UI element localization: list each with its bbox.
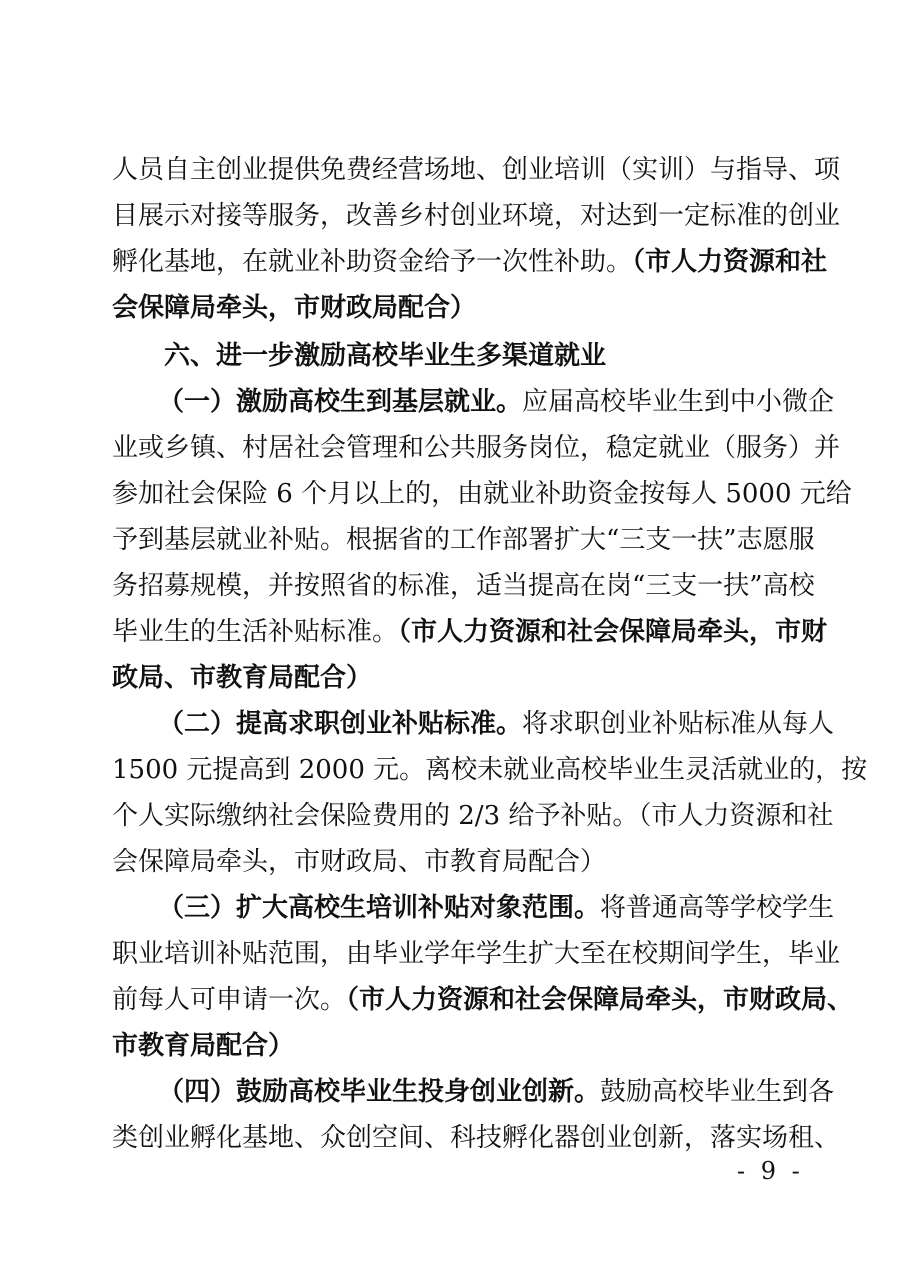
text-segment: 将求职创业补贴标准从每人 xyxy=(522,709,835,739)
text-segment: 孵化基地，在就业补助资金给予一次性补助。 xyxy=(112,247,633,277)
item-title: （一）激励高校生到基层就业。 xyxy=(158,387,523,417)
item-title: （二）提高求职创业补贴标准。 xyxy=(158,709,523,739)
item-title: （四）鼓励高校毕业生投身创业创新。 xyxy=(158,1077,601,1107)
paragraph-line xyxy=(158,888,835,928)
paragraph-line xyxy=(112,196,841,236)
text-segment: 会保障局牵头，市财政局、市教育局配合） xyxy=(112,847,607,877)
paragraph-line xyxy=(112,428,841,468)
paragraph-line xyxy=(112,242,828,282)
text-segment: 鼓励高校毕业生到各 xyxy=(600,1077,835,1107)
paragraph-line xyxy=(158,382,835,422)
paragraph-line xyxy=(112,796,834,836)
text-segment: 予到基层就业补贴。根据省的工作部署扩大“三支一扶”志愿服 xyxy=(112,525,815,555)
responsible-agency-text: （市人力资源和社会保障局牵头，市财 xyxy=(398,617,828,647)
paragraph-line xyxy=(112,750,868,790)
responsible-agency-text: 会保障局牵头，市财政局配合） xyxy=(112,293,477,323)
responsible-agency-text: （市人力资源和社 xyxy=(632,247,828,277)
text-segment: 职业培训补贴范围，由毕业学年学生扩大至在校期间学生，毕业 xyxy=(112,939,841,969)
paragraph-line xyxy=(158,704,835,744)
paragraph-line xyxy=(112,288,792,328)
text-segment: 前每人可申请一次。 xyxy=(112,985,347,1015)
paragraph-line xyxy=(158,1072,835,1112)
text-segment: 目展示对接等服务，改善乡村创业环境，对达到一定标准的创业 xyxy=(112,201,841,231)
text-segment: 业或乡镇、村居社会管理和公共服务岗位，稳定就业（服务）并 xyxy=(112,433,841,463)
paragraph-line xyxy=(112,658,792,698)
paragraph-line xyxy=(112,842,792,882)
section-heading: 六、进一步激励高校毕业生多渠道就业 xyxy=(164,341,607,371)
text-segment: 务招募规模，并按照省的标准，适当提高在岗“三支一扶”高校 xyxy=(112,571,815,601)
paragraph-line xyxy=(112,150,841,190)
text-segment: 类创业孵化基地、众创空间、科技孵化器创业创新，落实场租、 xyxy=(112,1123,841,1153)
paragraph-line xyxy=(112,474,852,514)
paragraph-line xyxy=(112,1026,792,1066)
text-segment: 参加社会保险 6 个月以上的，由就业补助资金按每人 5000 元给 xyxy=(112,479,852,509)
text-segment: 人员自主创业提供免费经营场地、创业培训（实训）与指导、项 xyxy=(112,155,841,185)
text-segment: 应届高校毕业生到中小微企 xyxy=(522,387,835,417)
text-segment: 1500 元提高到 2000 元。离校未就业高校毕业生灵活就业的，按 xyxy=(112,755,868,785)
text-segment: 毕业生的生活补贴标准。 xyxy=(112,617,399,647)
paragraph-line xyxy=(112,566,815,606)
paragraph-line xyxy=(112,1118,841,1158)
paragraph-line xyxy=(112,934,841,974)
item-title: （三）扩大高校生培训补贴对象范围。 xyxy=(158,893,601,923)
responsible-agency-text: 政局、市教育局配合） xyxy=(112,663,373,693)
responsible-agency-text: （市人力资源和社会保障局牵头，市财政局、 xyxy=(346,985,854,1015)
page-number: - 9 - xyxy=(737,1157,804,1185)
text-segment: 将普通高等学校学生 xyxy=(600,893,835,923)
paragraph-line xyxy=(112,980,854,1020)
text-segment: 个人实际缴纳社会保险费用的 2/3 给予补贴。（市人力资源和社 xyxy=(112,801,834,831)
responsible-agency-text: 市教育局配合） xyxy=(112,1031,295,1061)
paragraph-line xyxy=(112,612,828,652)
paragraph-line xyxy=(112,520,815,560)
